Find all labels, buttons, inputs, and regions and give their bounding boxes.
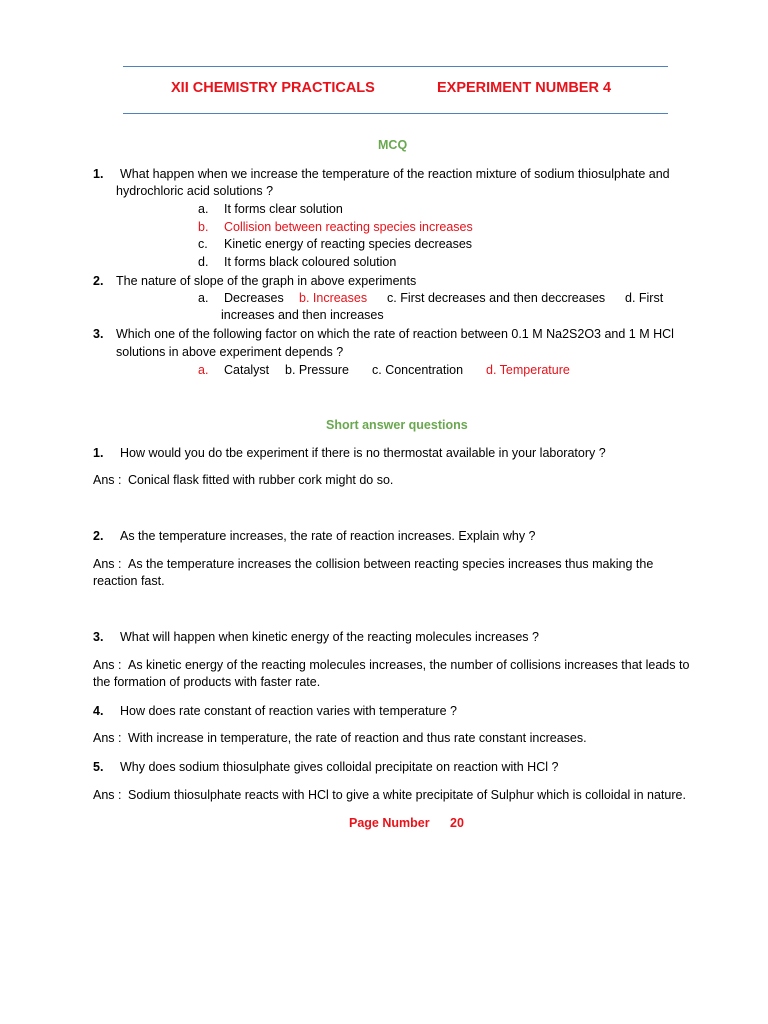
page-number-label: Page Number <box>349 816 430 830</box>
q1-option-text: It forms black coloured solution <box>224 255 397 269</box>
sa4-question: How does rate constant of reaction varies with temperature ? <box>120 704 457 718</box>
q3-number: 3. <box>93 327 104 341</box>
q1-option-text-correct: Collision between reacting species increases <box>224 220 473 234</box>
experiment-number: EXPERIMENT NUMBER 4 <box>437 80 612 96</box>
q3-option-d-correct: d. Temperature <box>486 363 570 377</box>
q1-option-letter: c. <box>198 237 208 251</box>
q2-option-c: c. First decreases and then deccreases <box>387 291 606 305</box>
header-top-rule <box>123 66 668 67</box>
sa3-number: 3. <box>93 630 104 644</box>
q1-option-text: Kinetic energy of reacting species decreases <box>224 237 473 251</box>
q2-option-a: Decreases <box>224 291 284 305</box>
q1-option-letter: b. <box>198 220 209 234</box>
sa4-ans-label: Ans : <box>93 731 122 745</box>
sa1-number: 1. <box>93 446 104 460</box>
mcq-heading: MCQ <box>378 138 408 152</box>
sa2-answer: As the temperature increases the collision between reacting species increases thus making the <box>128 557 654 571</box>
q2-option-d: d. First <box>625 291 664 305</box>
sa1-question: How would you do tbe experiment if there is no thermostat available in your laboratory ? <box>120 446 606 460</box>
q1-option-letter: a. <box>198 202 209 216</box>
sa5-number: 5. <box>93 760 104 774</box>
q2-option-b-correct: b. Increases <box>299 291 368 305</box>
sa5-answer: Sodium thiosulphate reacts with HCl to give a white precipitate of Sulphur which is colloidal in nature. <box>128 788 686 802</box>
q2-option-a-letter: a. <box>198 291 209 305</box>
sa2-question: As the temperature increases, the rate of reaction increases. Explain why ? <box>120 529 536 543</box>
q3-text-cont: solutions in above experiment depends ? <box>116 345 344 359</box>
sa5-ans-label: Ans : <box>93 788 122 802</box>
sa4-number: 4. <box>93 704 104 718</box>
q1-option-letter: d. <box>198 255 209 269</box>
sa3-answer: As kinetic energy of the reacting molecules increases, the number of collisions increases that leads to <box>128 658 690 672</box>
q3-option-b: b. Pressure <box>285 363 349 377</box>
q3-text: Which one of the following factor on which the rate of reaction between 0.1 M Na2S2O3 and 1 M HCl <box>116 327 674 341</box>
header-bottom-rule <box>123 113 668 114</box>
sa1-ans-label: Ans : <box>93 473 122 487</box>
sa3-question: What will happen when kinetic energy of the reacting molecules increases ? <box>120 630 539 644</box>
sa3-answer-cont: the formation of products with faster rate. <box>93 675 321 689</box>
q3-option-a-letter: a. <box>198 363 209 377</box>
short-answer-heading: Short answer questions <box>326 418 468 432</box>
sa2-answer-cont: reaction fast. <box>93 574 165 588</box>
sa4-answer: With increase in temperature, the rate of reaction and thus rate constant increases. <box>128 731 587 745</box>
q2-text: The nature of slope of the graph in above experiments <box>116 274 417 288</box>
q2-option-d-cont: increases and then increases <box>221 308 384 322</box>
q1-text: What happen when we increase the temperature of the reaction mixture of sodium thiosulphate and <box>120 167 670 181</box>
sa2-ans-label: Ans : <box>93 557 122 571</box>
q2-number: 2. <box>93 274 104 288</box>
q1-option-text: It forms clear solution <box>224 202 343 216</box>
q3-option-a: Catalyst <box>224 363 270 377</box>
doc-title: XII CHEMISTRY PRACTICALS <box>171 80 375 96</box>
sa2-number: 2. <box>93 529 104 543</box>
q1-text-cont: hydrochloric acid solutions ? <box>116 184 274 198</box>
page-number: 20 <box>450 816 464 830</box>
q1-number: 1. <box>93 167 104 181</box>
sa3-ans-label: Ans : <box>93 658 122 672</box>
sa1-answer: Conical flask fitted with rubber cork might do so. <box>128 473 394 487</box>
sa5-question: Why does sodium thiosulphate gives colloidal precipitate on reaction with HCl ? <box>120 760 559 774</box>
q3-option-c: c. Concentration <box>372 363 464 377</box>
